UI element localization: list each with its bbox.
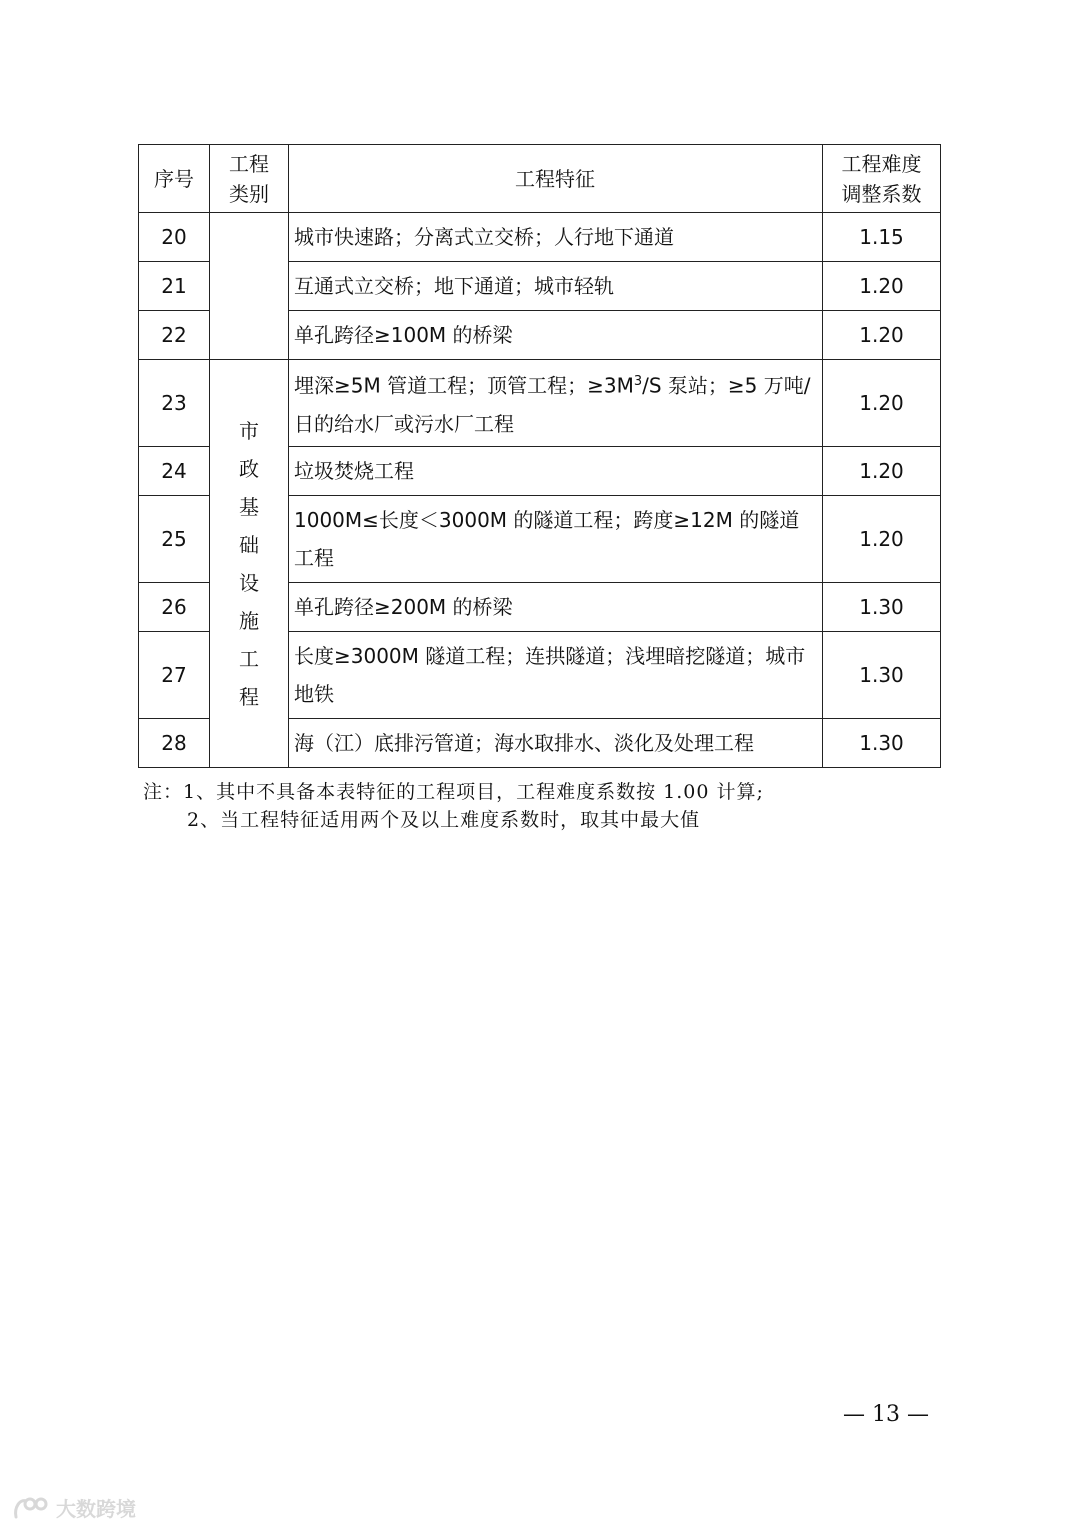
row-feature: 海（江）底排污管道；海水取排水、淡化及处理工程 [289,719,823,768]
row-feature: 垃圾焚烧工程 [289,447,823,496]
row-no: 23 [139,360,210,447]
row-coef: 1.20 [823,447,941,496]
row-feature: 城市快速路；分离式立交桥；人行地下通道 [289,213,823,262]
difficulty-coefficient-table [138,144,941,768]
row-feature: 单孔跨径≥100M 的桥梁 [289,311,823,360]
row-coef: 1.30 [823,719,941,768]
row-no: 24 [139,447,210,496]
header-type [210,145,289,213]
category-cell [210,360,289,768]
row-coef: 1.20 [823,496,941,583]
row-no: 21 [139,262,210,311]
header-type-line1: 工程 [229,151,269,176]
row-no: 26 [139,583,210,632]
row-no: 28 [139,719,210,768]
header-feature: 工程特征 [289,145,823,213]
row-feature: 长度≥3000M 隧道工程；连拱隧道；浅埋暗挖隧道；城市地铁 [289,632,823,719]
category-char: 市 [239,418,259,443]
watermark [12,1493,136,1522]
row-coef: 1.20 [823,360,941,447]
row-no: 22 [139,311,210,360]
row-coef: 1.20 [823,311,941,360]
row-no: 27 [139,632,210,719]
category-char: 工 [239,646,259,671]
row-feature: 单孔跨径≥200M 的桥梁 [289,583,823,632]
category-char: 基 [239,494,259,519]
row-feature [289,360,823,447]
row-no: 20 [139,213,210,262]
page-number: — 13 — [843,1402,929,1427]
row-type-empty [210,213,289,360]
row-feature: 互通式立交桥；地下通道；城市轻轨 [289,262,823,311]
header-coef-line2: 调整系数 [841,181,922,206]
row-coef: 1.20 [823,262,941,311]
table-notes [143,778,943,834]
header-type-line2: 类别 [229,181,269,206]
watermark-text: 大数跨境 [56,1497,136,1521]
row-feature-superscript: 3 [633,374,643,390]
row-coef: 1.15 [823,213,941,262]
header-coef [823,145,941,213]
row-feature: 1000M≤长度＜3000M 的隧道工程；跨度≥12M 的隧道工程 [289,496,823,583]
category-char: 础 [239,532,259,557]
row-feature-part2: /S 泵站；≥5 万吨/日的给水厂或污水厂工程 [294,373,811,436]
row-coef: 1.30 [823,583,941,632]
table-header-row [139,145,941,213]
row-no: 25 [139,496,210,583]
header-coef-line1: 工程难度 [841,151,922,176]
row-feature-part1: 埋深≥5M 管道工程；顶管工程；≥3M [294,373,634,398]
category-char: 施 [239,608,259,633]
header-no: 序号 [139,145,210,213]
category-char: 程 [239,684,259,709]
category-char: 政 [239,456,259,481]
logo-icon [12,1495,50,1521]
category-char: 设 [239,570,259,595]
table-row [139,360,941,447]
row-coef: 1.30 [823,632,941,719]
note-line-1: 注：1、其中不具备本表特征的工程项目，工程难度系数按 1.00 计算; [143,781,764,803]
table-row [139,213,941,262]
category-vertical-text [210,418,288,710]
note-line-2: 2、当工程特征适用两个及以上难度系数时，取其中最大值 [187,809,701,831]
